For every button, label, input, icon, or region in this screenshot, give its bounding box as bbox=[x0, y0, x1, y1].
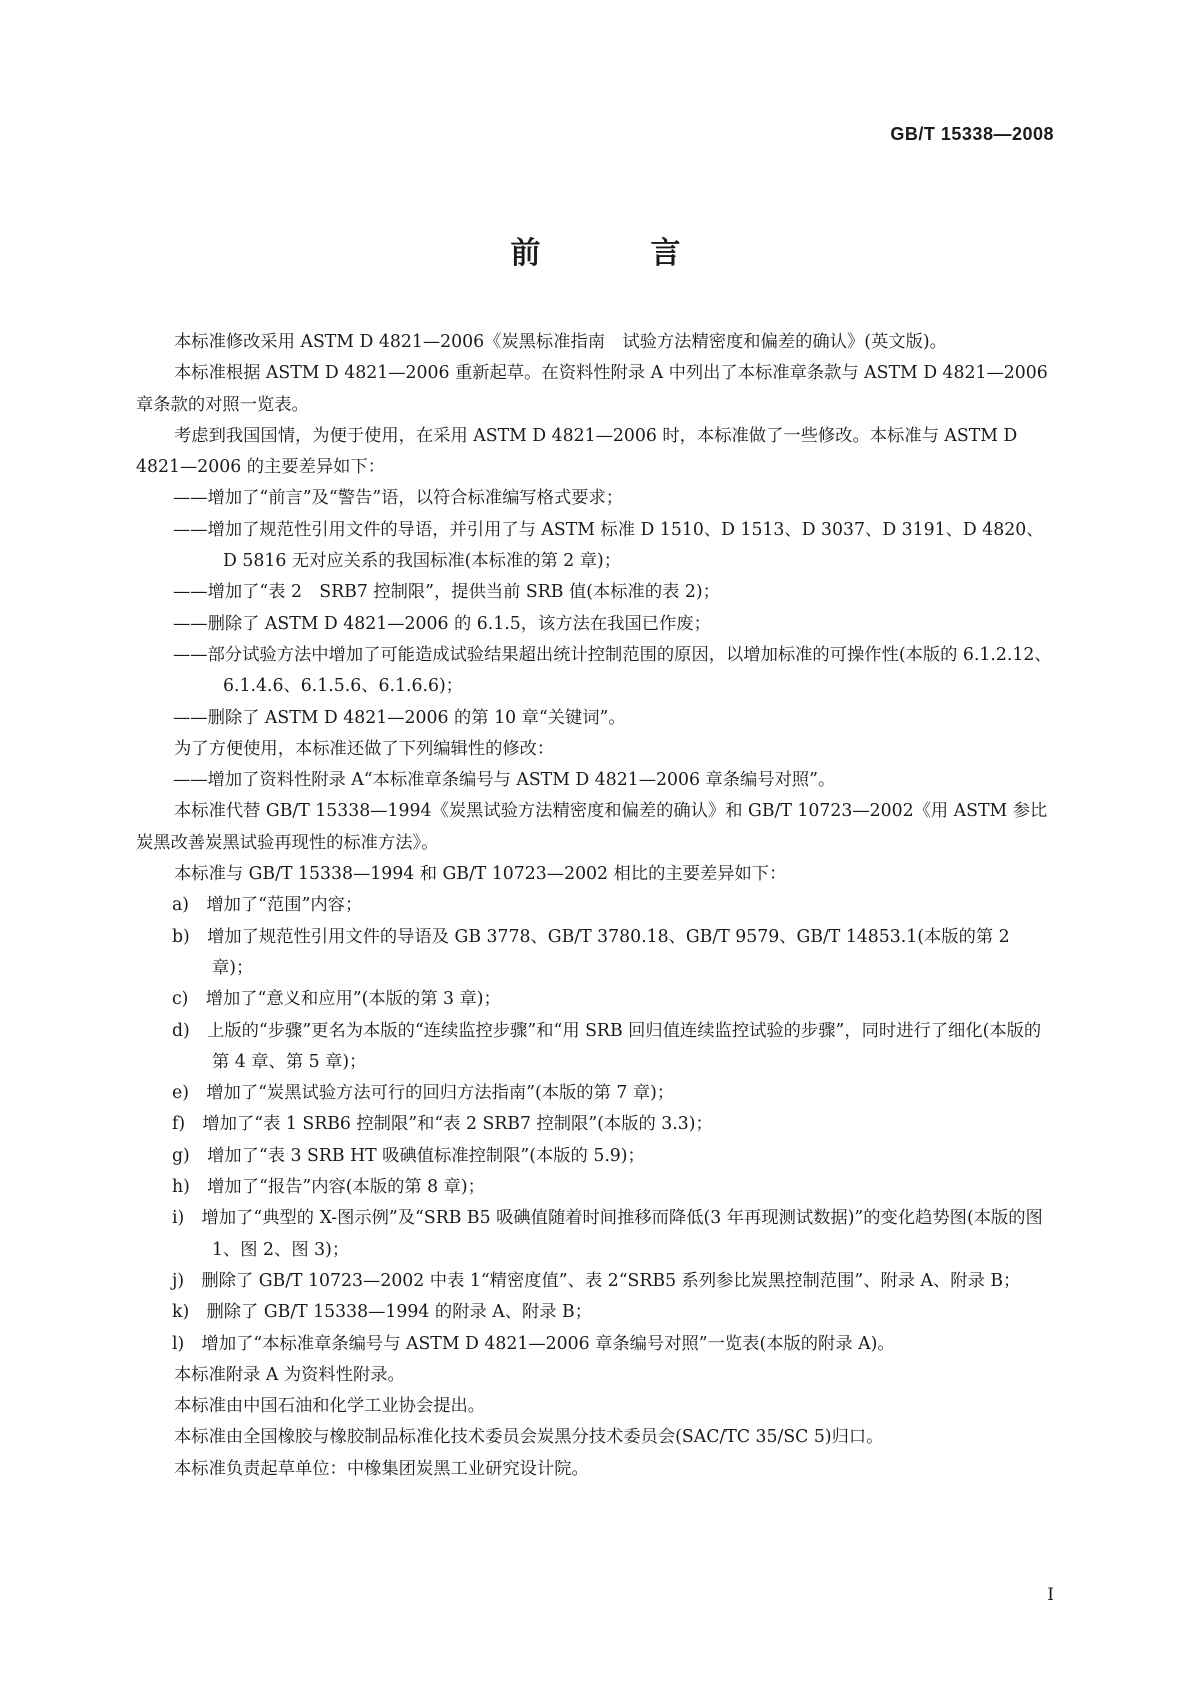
lettered-list-item: e) 增加了“炭黑试验方法可行的回归方法指南”(本版的第 7 章)； bbox=[172, 1083, 675, 1104]
paragraph: 本标准与 GB/T 15338—1994 和 GB/T 10723—2002 相比的主要差异如下： bbox=[174, 864, 787, 885]
dash-list-item: ——增加了“表 2 SRB7 控制限”，提供当前 SRB 值(本标准的表 2)； bbox=[173, 582, 720, 603]
dash-list-item: ——增加了“前言”及“警告”语，以符合标准编写格式要求； bbox=[173, 488, 624, 509]
lettered-list-item: f) 增加了“表 1 SRB6 控制限”和“表 2 SRB7 控制限”(本版的 3.3)； bbox=[172, 1114, 713, 1135]
lettered-list-item: b) 增加了规范性引用文件的导语及 GB 3778、GB/T 3780.18、GB/T 9579、GB/T 14853.1(本版的第 2 章)； bbox=[172, 926, 1010, 978]
page-number: I bbox=[1047, 1585, 1054, 1605]
page-title: 前 言 bbox=[510, 236, 721, 271]
dash-list-item: ——删除了 ASTM D 4821—2006 的 6.1.5，该方法在我国已作废； bbox=[173, 613, 711, 634]
standard-code-header: GB/T 15338—2008 bbox=[890, 124, 1054, 144]
lettered-list-item: c) 增加了“意义和应用”(本版的第 3 章)； bbox=[172, 989, 501, 1010]
paragraph: 本标准负责起草单位：中橡集团炭黑工业研究设计院。 bbox=[174, 1458, 589, 1479]
lettered-list-item: i) 增加了“典型的 X-图示例”及“SRB B5 吸碘值随着时间推移而降低(3 年再现测试数据)”的变化趋势图(本版的图 1、图 2、图 3)； bbox=[172, 1208, 1043, 1260]
paragraph: 本标准由中国石油和化学工业协会提出。 bbox=[174, 1396, 486, 1417]
lettered-list-item: g) 增加了“表 3 SRB HT 吸碘值标准控制限”(本版的 5.9)； bbox=[172, 1145, 645, 1166]
paragraph: 考虑到我国国情，为便于使用，在采用 ASTM D 4821—2006 时，本标准做了一些修改。本标准与 ASTM D 4821—2006 的主要差异如下： bbox=[136, 425, 1018, 478]
paragraph: 本标准修改采用 ASTM D 4821—2006《炭黑标准指南 试验方法精密度和偏差的确认》(英文版)。 bbox=[174, 332, 947, 352]
dash-list-item: ——增加了规范性引用文件的导语，并引用了与 ASTM 标准 D 1510、D 1513、D 3037、D 3191、D 4820、D 5816 无对应关系的我国标准(本标准的第 2 章)； bbox=[173, 519, 1044, 572]
paragraph: 本标准由全国橡胶与橡胶制品标准化技术委员会炭黑分技术委员会(SAC/TC 35/SC 5)归口。 bbox=[174, 1427, 884, 1448]
dash-list-item: ——增加了资料性附录 A“本标准章条编号与 ASTM D 4821—2006 章条编号对照”。 bbox=[173, 770, 836, 791]
lettered-list-item: d) 上版的“步骤”更名为本版的“连续监控步骤”和“用 SRB 回归值连续监控试验的步骤”，同时进行了细化(本版的第 4 章、第 5 章)； bbox=[172, 1020, 1042, 1072]
lettered-list-item: k) 删除了 GB/T 15338—1994 的附录 A、附录 B； bbox=[172, 1302, 593, 1323]
lettered-list-item: h) 增加了“报告”内容(本版的第 8 章)； bbox=[172, 1177, 485, 1198]
dash-list-item: ——删除了 ASTM D 4821—2006 的第 10 章“关键词”。 bbox=[173, 707, 626, 728]
dash-list-item: ——部分试验方法中增加了可能造成试验结果超出统计控制范围的原因，以增加标准的可操作性(本版的 6.1.2.12、6.1.4.6、6.1.5.6、6.1.6.6)； bbox=[173, 644, 1052, 697]
paragraph: 本标准代替 GB/T 15338—1994《炭黑试验方法精密度和偏差的确认》和 GB/T 10723—2002《用 ASTM 参比炭黑改善炭黑试验再现性的标准方法》。 bbox=[136, 801, 1048, 853]
paragraph: 本标准附录 A 为资料性附录。 bbox=[174, 1364, 405, 1385]
lettered-list-item: l) 增加了“本标准章条编号与 ASTM D 4821—2006 章条编号对照”一览表(本版的附录 A)。 bbox=[172, 1333, 895, 1354]
lettered-list-item: j) 删除了 GB/T 10723—2002 中表 1“精密度值”、表 2“SRB5 系列参比炭黑控制范围”、附录 A、附录 B； bbox=[172, 1270, 1021, 1291]
paragraph: 为了方便使用，本标准还做了下列编辑性的修改： bbox=[174, 738, 555, 759]
lettered-list-item: a) 增加了“范围”内容； bbox=[172, 895, 363, 916]
foreword-body bbox=[136, 327, 1056, 1485]
paragraph: 本标准根据 ASTM D 4821—2006 重新起草。在资料性附录 A 中列出了本标准章条款与 ASTM D 4821—2006 章条款的对照一览表。 bbox=[136, 363, 1048, 415]
